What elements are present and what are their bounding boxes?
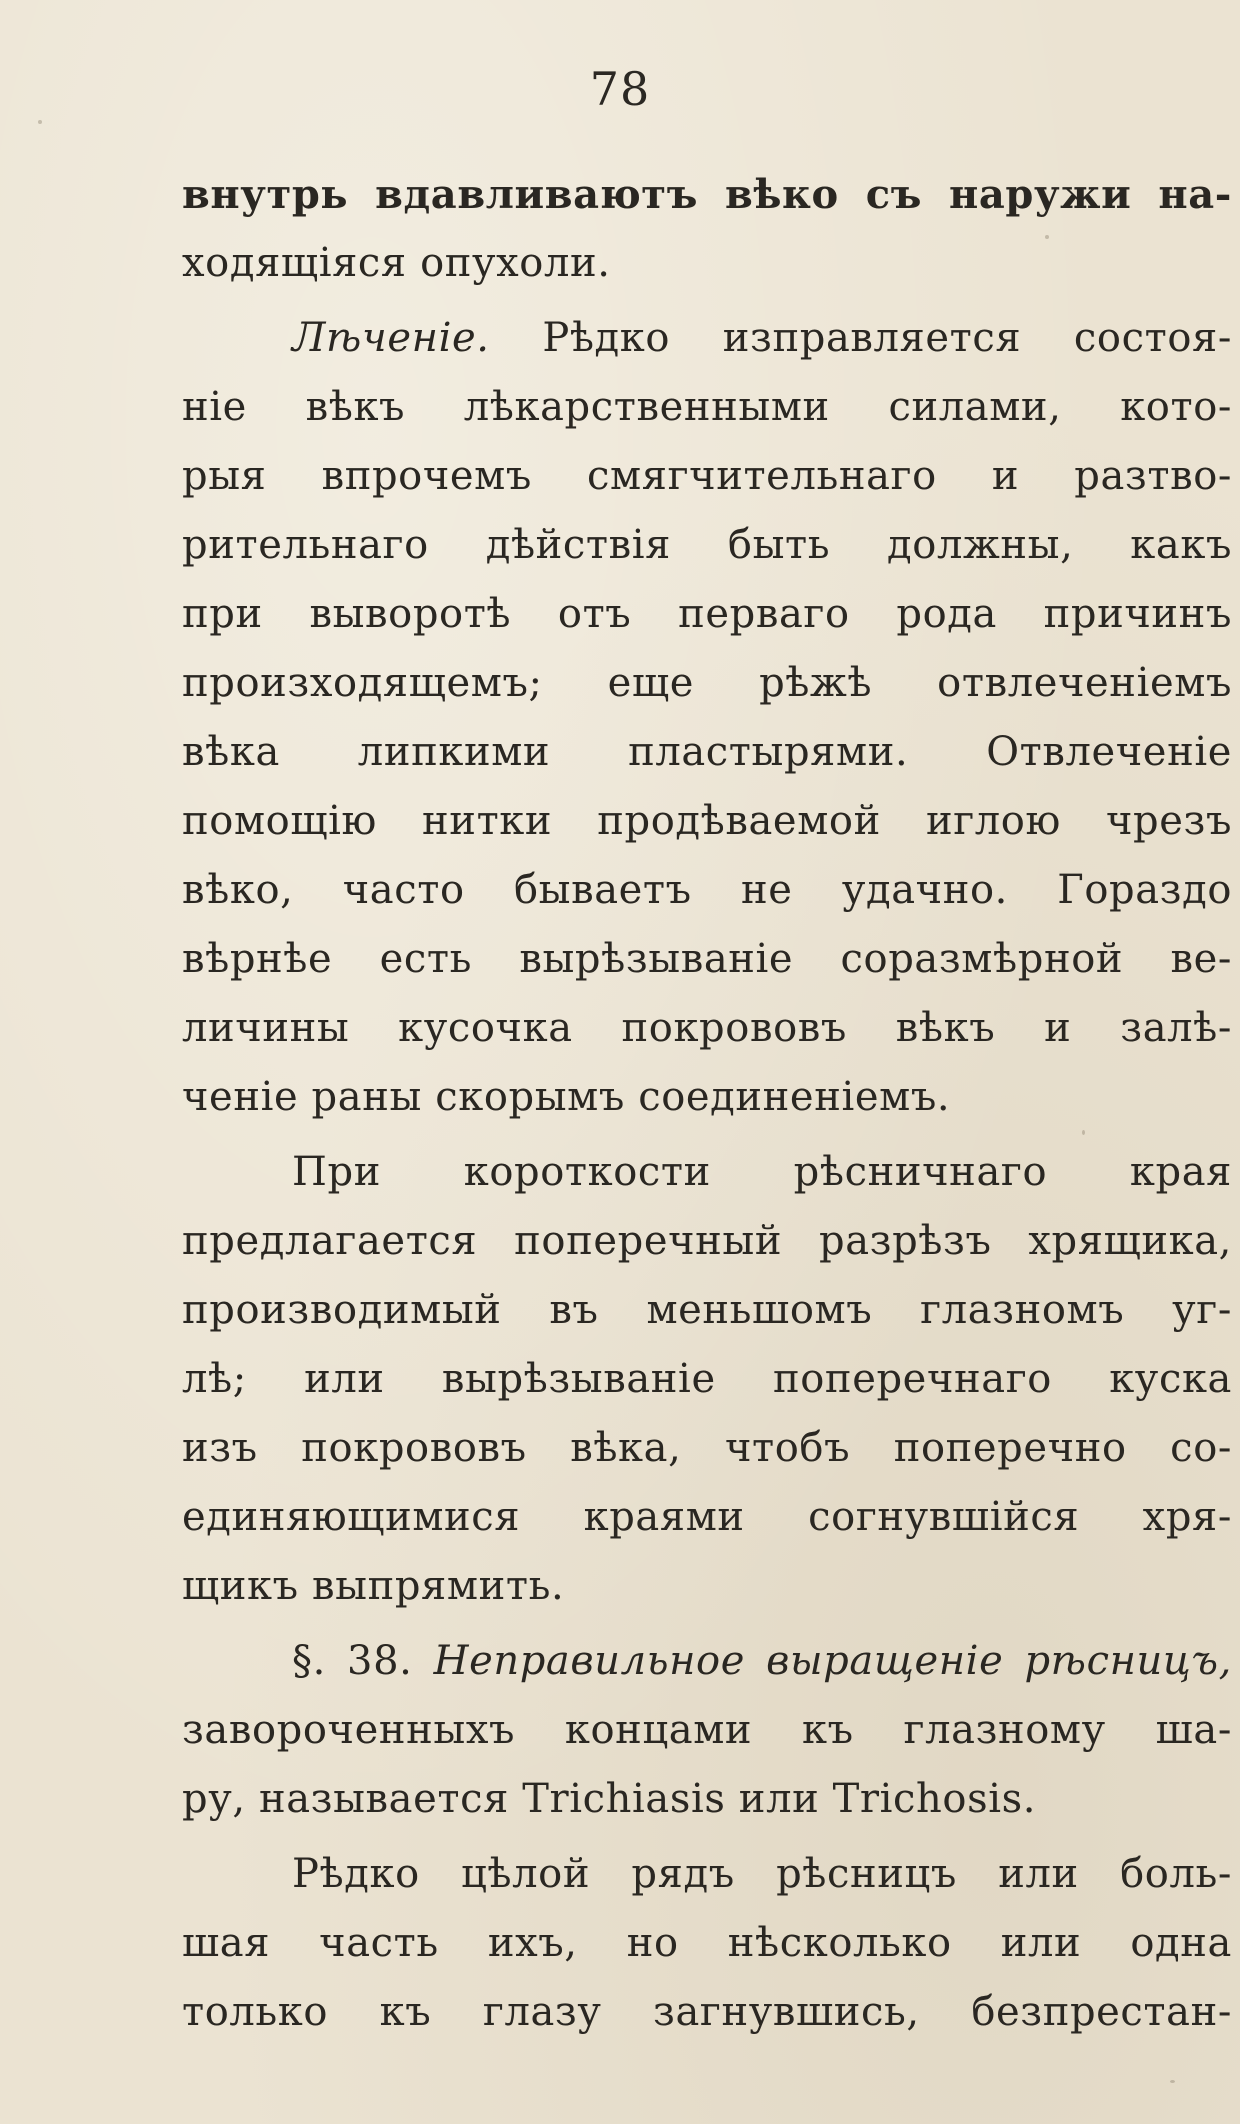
paper-speck (1170, 2080, 1175, 2083)
text-line (182, 1627, 1232, 1696)
text-line: изъ покрововъ вѣка, чтобъ поперечно со- (182, 1425, 1232, 1471)
text-line (182, 304, 1232, 373)
paragraph-section-38 (182, 1627, 1232, 1834)
text-line: лѣ; или вырѣзываніе поперечнаго куска (182, 1356, 1232, 1402)
text-line: шая часть ихъ, но нѣсколько или одна (182, 1920, 1232, 1966)
section-number: §. 38. (292, 1638, 413, 1684)
paragraph-eyelashes (182, 1840, 1232, 2047)
text-line: предлагается поперечный разрѣзъ хрящика, (182, 1218, 1232, 1264)
text-line: щикъ выпрямить. (182, 1563, 565, 1609)
text-line: единяющимися краями согнувшійся хря- (182, 1494, 1232, 1540)
text-line: рительнаго дѣйствія быть должны, какъ (182, 522, 1232, 568)
paragraph-treatment (182, 304, 1232, 1132)
paragraph-continuation (182, 160, 1232, 298)
text-line: при выворотѣ отъ перваго рода причинъ (182, 591, 1232, 637)
text-line: ру, называется Trichiasis или Trichosis. (182, 1776, 1037, 1822)
text-line: вѣка липкими пластырями. Отвлеченіе (182, 729, 1232, 775)
text-line: рыя впрочемъ смягчительнаго и разтво- (182, 453, 1232, 499)
text-line: ченіе раны скорымъ соединеніемъ. (182, 1074, 951, 1120)
section-heading: Неправильное выращеніе рѣсницъ, (433, 1638, 1232, 1684)
text-line: ніе вѣкъ лѣкарственными силами, кото- (182, 384, 1232, 430)
text-line: Рѣдко цѣлой рядъ рѣсницъ или боль- (292, 1851, 1232, 1897)
text-line: личины кусочка покрововъ вѣкъ и залѣ- (182, 1005, 1232, 1051)
paragraph-short-margin (182, 1138, 1232, 1621)
text-line: внутрь вдавливаютъ вѣко съ наружи на- (182, 171, 1232, 218)
text-line: вѣрнѣе есть вырѣзываніе соразмѣрной ве- (182, 936, 1232, 982)
text-line: ходящіяся опухоли. (182, 240, 611, 286)
text-line: завороченныхъ концами къ глазному ша- (182, 1707, 1232, 1753)
paper-speck (38, 120, 42, 124)
treatment-heading: Лѣченіе. (292, 315, 490, 361)
text-line: вѣко, часто бываетъ не удачно. Гораздо (182, 867, 1232, 913)
text-line: производимый въ меньшомъ глазномъ уг- (182, 1287, 1232, 1333)
text-line: При короткости рѣсничнаго края (292, 1149, 1232, 1195)
text-line: помощію нитки продѣваемой иглою чрезъ (182, 798, 1232, 844)
text-line: произходящемъ; еще рѣжѣ отвлеченіемъ (182, 660, 1232, 706)
page-number: 78 (589, 62, 651, 116)
text-line: только къ глазу загнувшись, безпрестан- (182, 1989, 1232, 2035)
text-fragment: Рѣдко изправляется состоя- (542, 315, 1232, 361)
page-text (182, 160, 1232, 2047)
